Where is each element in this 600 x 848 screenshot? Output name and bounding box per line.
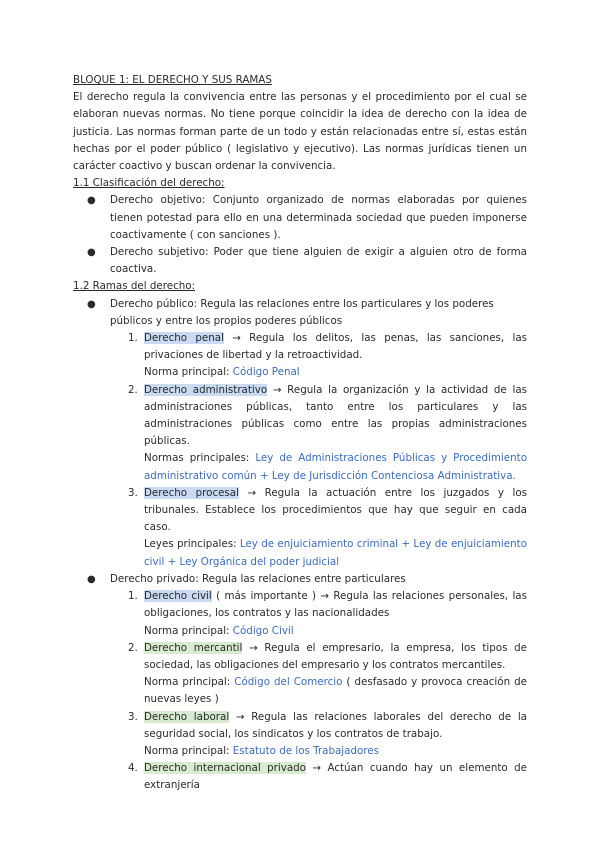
norm-line [73, 674, 527, 708]
item-number: 2. [128, 383, 138, 396]
norm-label: Normas principales: [144, 452, 256, 465]
bullet-icon: ● [87, 298, 96, 310]
norm-line [73, 450, 527, 484]
term-highlight: Derecho civil [144, 590, 212, 603]
bullet-text: Derecho objetivo: Conjunto organizado de normas elaboradas por quienes tienen potestad para ello en una determinada sociedad que pueden imponerse coactivamente ( con sanciones ). [110, 194, 527, 241]
item-description: → Regula la actuación entre los juzgados y los tribunales. Establece los procedimientos que hay que seguir en cada caso. [144, 486, 527, 534]
norm-name: Código del Comercio [234, 676, 343, 689]
bullet-icon: ● [87, 195, 96, 207]
norm-line [73, 743, 527, 760]
numbered-item [73, 588, 527, 622]
section-title-clasificacion: 1.1 Clasificación del derecho: [73, 177, 225, 190]
norm-name: Ley de enjuiciamiento criminal + Ley de enjuiciamiento civil + Ley Orgánica del poder judicial [144, 538, 527, 568]
item-number: 4. [128, 762, 138, 775]
norm-note: ( desfasado y provoca creación de nuevas leyes ) [144, 676, 527, 706]
norm-label: Leyes principales: [144, 538, 240, 551]
term-highlight: Derecho laboral [144, 710, 230, 723]
item-description: → Regula la organización y la actividad de las administraciones públicas, tanto entre los particulares y las administraciones públicas como entre las propias administraciones públicas. [144, 383, 527, 448]
term-highlight: Derecho mercantil [144, 641, 243, 654]
norm-label: Norma principal: [144, 366, 233, 379]
norm-name: Estatuto de los Trabajadores [232, 744, 380, 757]
term-highlight: Derecho penal [144, 332, 224, 345]
bullet-icon: ● [87, 573, 96, 585]
bullet-icon: ● [87, 247, 96, 259]
norm-line [73, 536, 527, 570]
norm-label: Norma principal: [144, 744, 233, 757]
section-title-ramas: 1.2 Ramas del derecho: [73, 280, 196, 293]
bullet-text: Derecho público: Regula las relaciones entre los particulares y los poderes públicos y entre los propios poderes públicos [110, 297, 494, 327]
item-description: → Regula las relaciones laborales del derecho de la seguridad social, los sindicatos y los contratos de trabajo. [144, 710, 527, 740]
item-description: → Regula el empresario, la empresa, los tipos de sociedad, las obligaciones del empresario y los contratos mercantiles. [144, 641, 528, 671]
item-description: → Regula los delitos, las penas, las sanciones, las privaciones de libertad y la retroactividad. [144, 332, 527, 362]
term-highlight: Derecho internacional privado [144, 762, 306, 775]
item-number: 3. [128, 486, 138, 499]
numbered-item [73, 485, 527, 537]
norm-label: Norma principal: [144, 624, 233, 637]
norm-name: Código Civil [232, 624, 294, 637]
item-number: 1. [128, 590, 138, 603]
item-description: → Actúan cuando hay un elemento de extranjería [144, 762, 527, 792]
numbered-item [73, 382, 527, 451]
term-highlight: Derecho administrativo [144, 383, 268, 396]
item-description: ( más importante ) → Regula las relaciones personales, las obligaciones, los contratos y las nacionalidades [144, 590, 527, 620]
bullet-item [73, 571, 527, 588]
norm-name: Código Penal [232, 366, 300, 379]
numbered-item [73, 640, 527, 674]
bullet-item [73, 296, 527, 330]
bullet-text: Derecho privado: Regula las relaciones entre particulares [110, 572, 406, 585]
norm-line [73, 623, 527, 640]
item-number: 2. [128, 641, 138, 654]
norm-line [73, 364, 527, 381]
item-number: 1. [128, 332, 138, 345]
item-number: 3. [128, 710, 138, 723]
term-highlight: Derecho procesal [144, 486, 239, 499]
norm-name: Ley de Administraciones Públicas y Procedimiento administrativo común + Ley de Jurisdicción Contenciosa Administrativa. [144, 452, 527, 482]
numbered-item [73, 330, 527, 364]
numbered-item [73, 760, 527, 794]
bullet-text: Derecho subjetivo: Poder que tiene alguien de exigir a alguien otro de forma coactiva. [110, 246, 527, 276]
bullet-item [73, 244, 527, 278]
norm-label: Norma principal: [144, 676, 235, 689]
page-heading: BLOQUE 1: EL DERECHO Y SUS RAMAS [73, 74, 272, 86]
bullet-item [73, 192, 527, 244]
intro-paragraph: El derecho regula la convivencia entre las personas y el procedimiento por el cual se elaboran nuevas normas. No tiene porque coincidir la idea de derecho con la idea de justicia. Las normas forman parte de un todo y están relacionadas entre sí, estas están hechas por el poder público ( legislativo y ejecutivo). Las normas jurídicas tienen un carácter coactivo y buscan ordenar la convivencia. [73, 91, 527, 173]
numbered-item [73, 709, 527, 743]
